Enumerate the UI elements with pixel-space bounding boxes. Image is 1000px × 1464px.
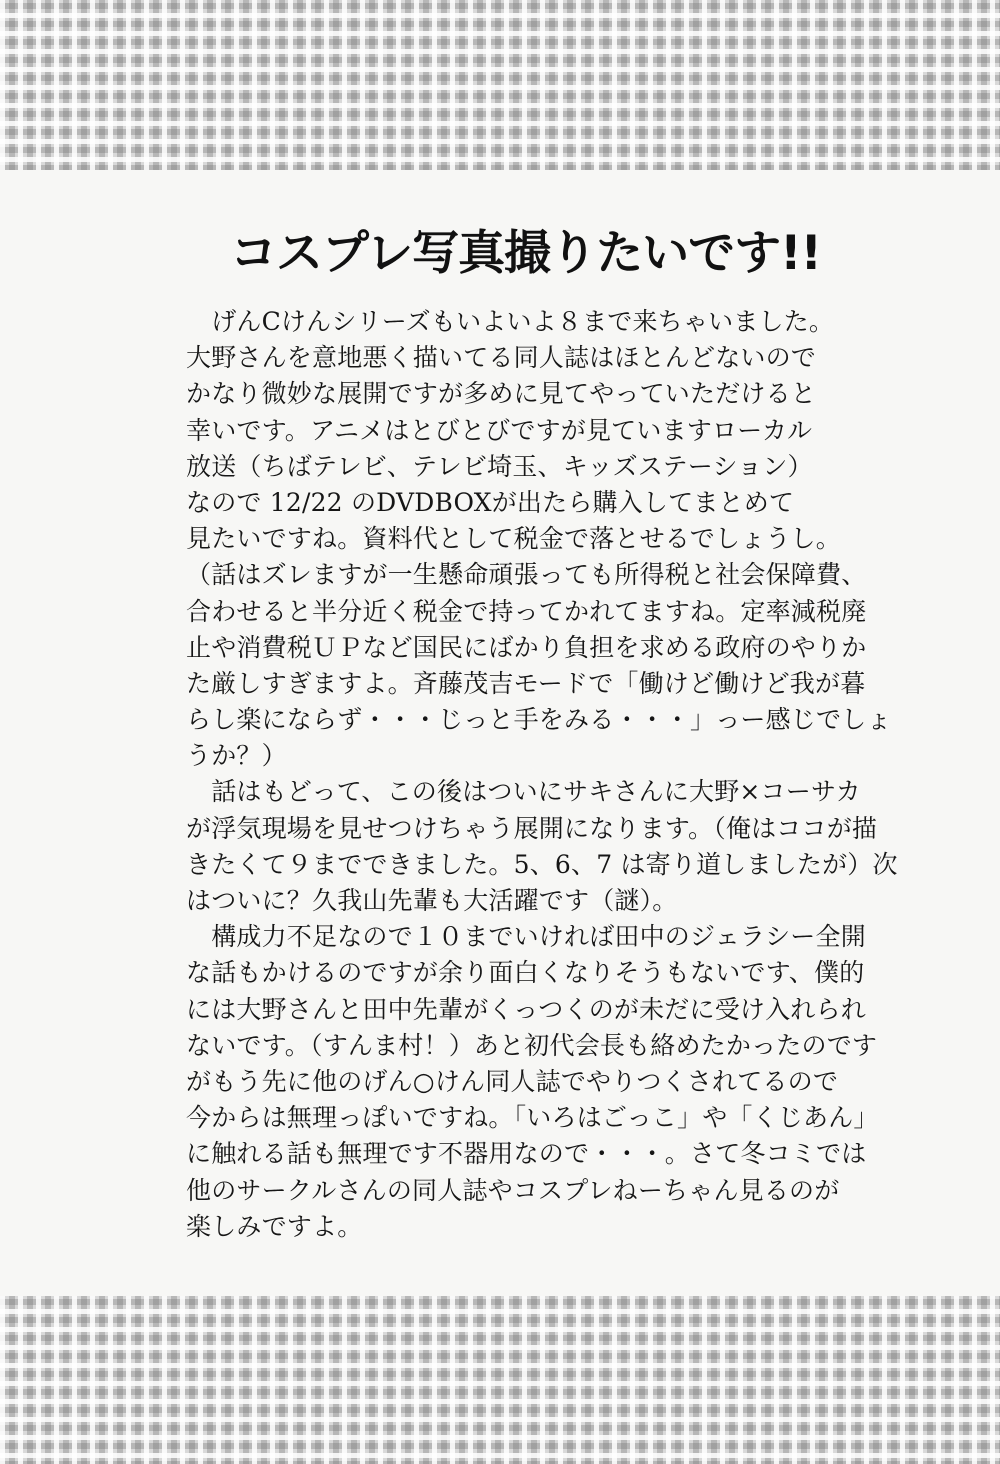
text-line: 大野さんを意地悪く描いてる同人誌はほとんどないので xyxy=(186,343,817,373)
text-line: がもう先に他のげん○けん同人誌でやりつくされてるので xyxy=(186,1066,839,1096)
text-line: 楽しみですよ。 xyxy=(186,1211,363,1241)
text-line: 止や消費税ＵＰなど国民にばかり負担を求める政府のやりか xyxy=(186,632,867,662)
text-line: はついに？久我山先輩も大活躍です（謎）。 xyxy=(186,886,678,915)
checkered-border-top xyxy=(0,0,1000,170)
text-line: ないです。（すんま村！）あと初代会長も絡めたかったのです xyxy=(186,1030,878,1060)
text-line: 他のサークルさんの同人誌やコスプレねーちゃん見るのが xyxy=(186,1175,840,1205)
text-line: な話もかけるのですが余り面白くなりそうもないです、僕的 xyxy=(186,958,865,988)
text-line: らし楽にならず・・・じっと手をみる・・・」っー感じでしょ xyxy=(186,705,892,735)
text-line: 話はもどって、この後はついにサキさんに大野×コーサカ xyxy=(186,777,861,807)
text-line: 今からは無理っぽいですね。「いろはごっこ」や「くじあん」 xyxy=(186,1103,879,1133)
text-line: には大野さんと田中先輩がくっつくのが未だに受け入れられ xyxy=(186,994,866,1024)
text-line: なので 12/22 のDVDBOXが出たら購入してまとめて xyxy=(186,487,795,517)
text-line: た厳しすぎますよ。斉藤茂吉モードで「働けど働けど我が暮 xyxy=(186,668,866,698)
text-line: 見たいですね。資料代として税金で落とせるでしょうし。 xyxy=(186,524,841,554)
text-line: 合わせると半分近く税金で持ってかれてますね。定率減税廃 xyxy=(186,596,867,626)
text-line: 放送（ちばテレビ、テレビ埼玉、キッズステーション） xyxy=(186,451,813,481)
text-line: が浮気現場を見せつけちゃう展開になります。（俺はココが描 xyxy=(186,813,878,843)
page-title: コスプレ写真撮りたいです!! xyxy=(230,226,821,281)
text-line: うか？） xyxy=(186,741,287,771)
text-line: に触れる話も無理です不器用なので・・・。さて冬コミでは xyxy=(186,1139,867,1169)
text-line: （話はズレますが一生懸命頑張っても所得税と社会保障費、 xyxy=(186,560,867,590)
text-line: げんCけんシリーズもいよいよ８まで来ちゃいました。 xyxy=(186,307,835,336)
body-text xyxy=(186,304,906,1245)
text-line: 幸いです。アニメはとびとびですが見ていますローカル xyxy=(186,415,813,445)
text-line: 構成力不足なので１０までいければ田中のジェラシー全開 xyxy=(186,922,866,952)
text-line: かなり微妙な展開ですが多めに見てやっていただけると xyxy=(186,379,817,409)
checkered-border-bottom xyxy=(0,1296,1000,1464)
text-line: きたくて９までできました。5、6、7 は寄り道しましたが）次 xyxy=(186,849,898,879)
